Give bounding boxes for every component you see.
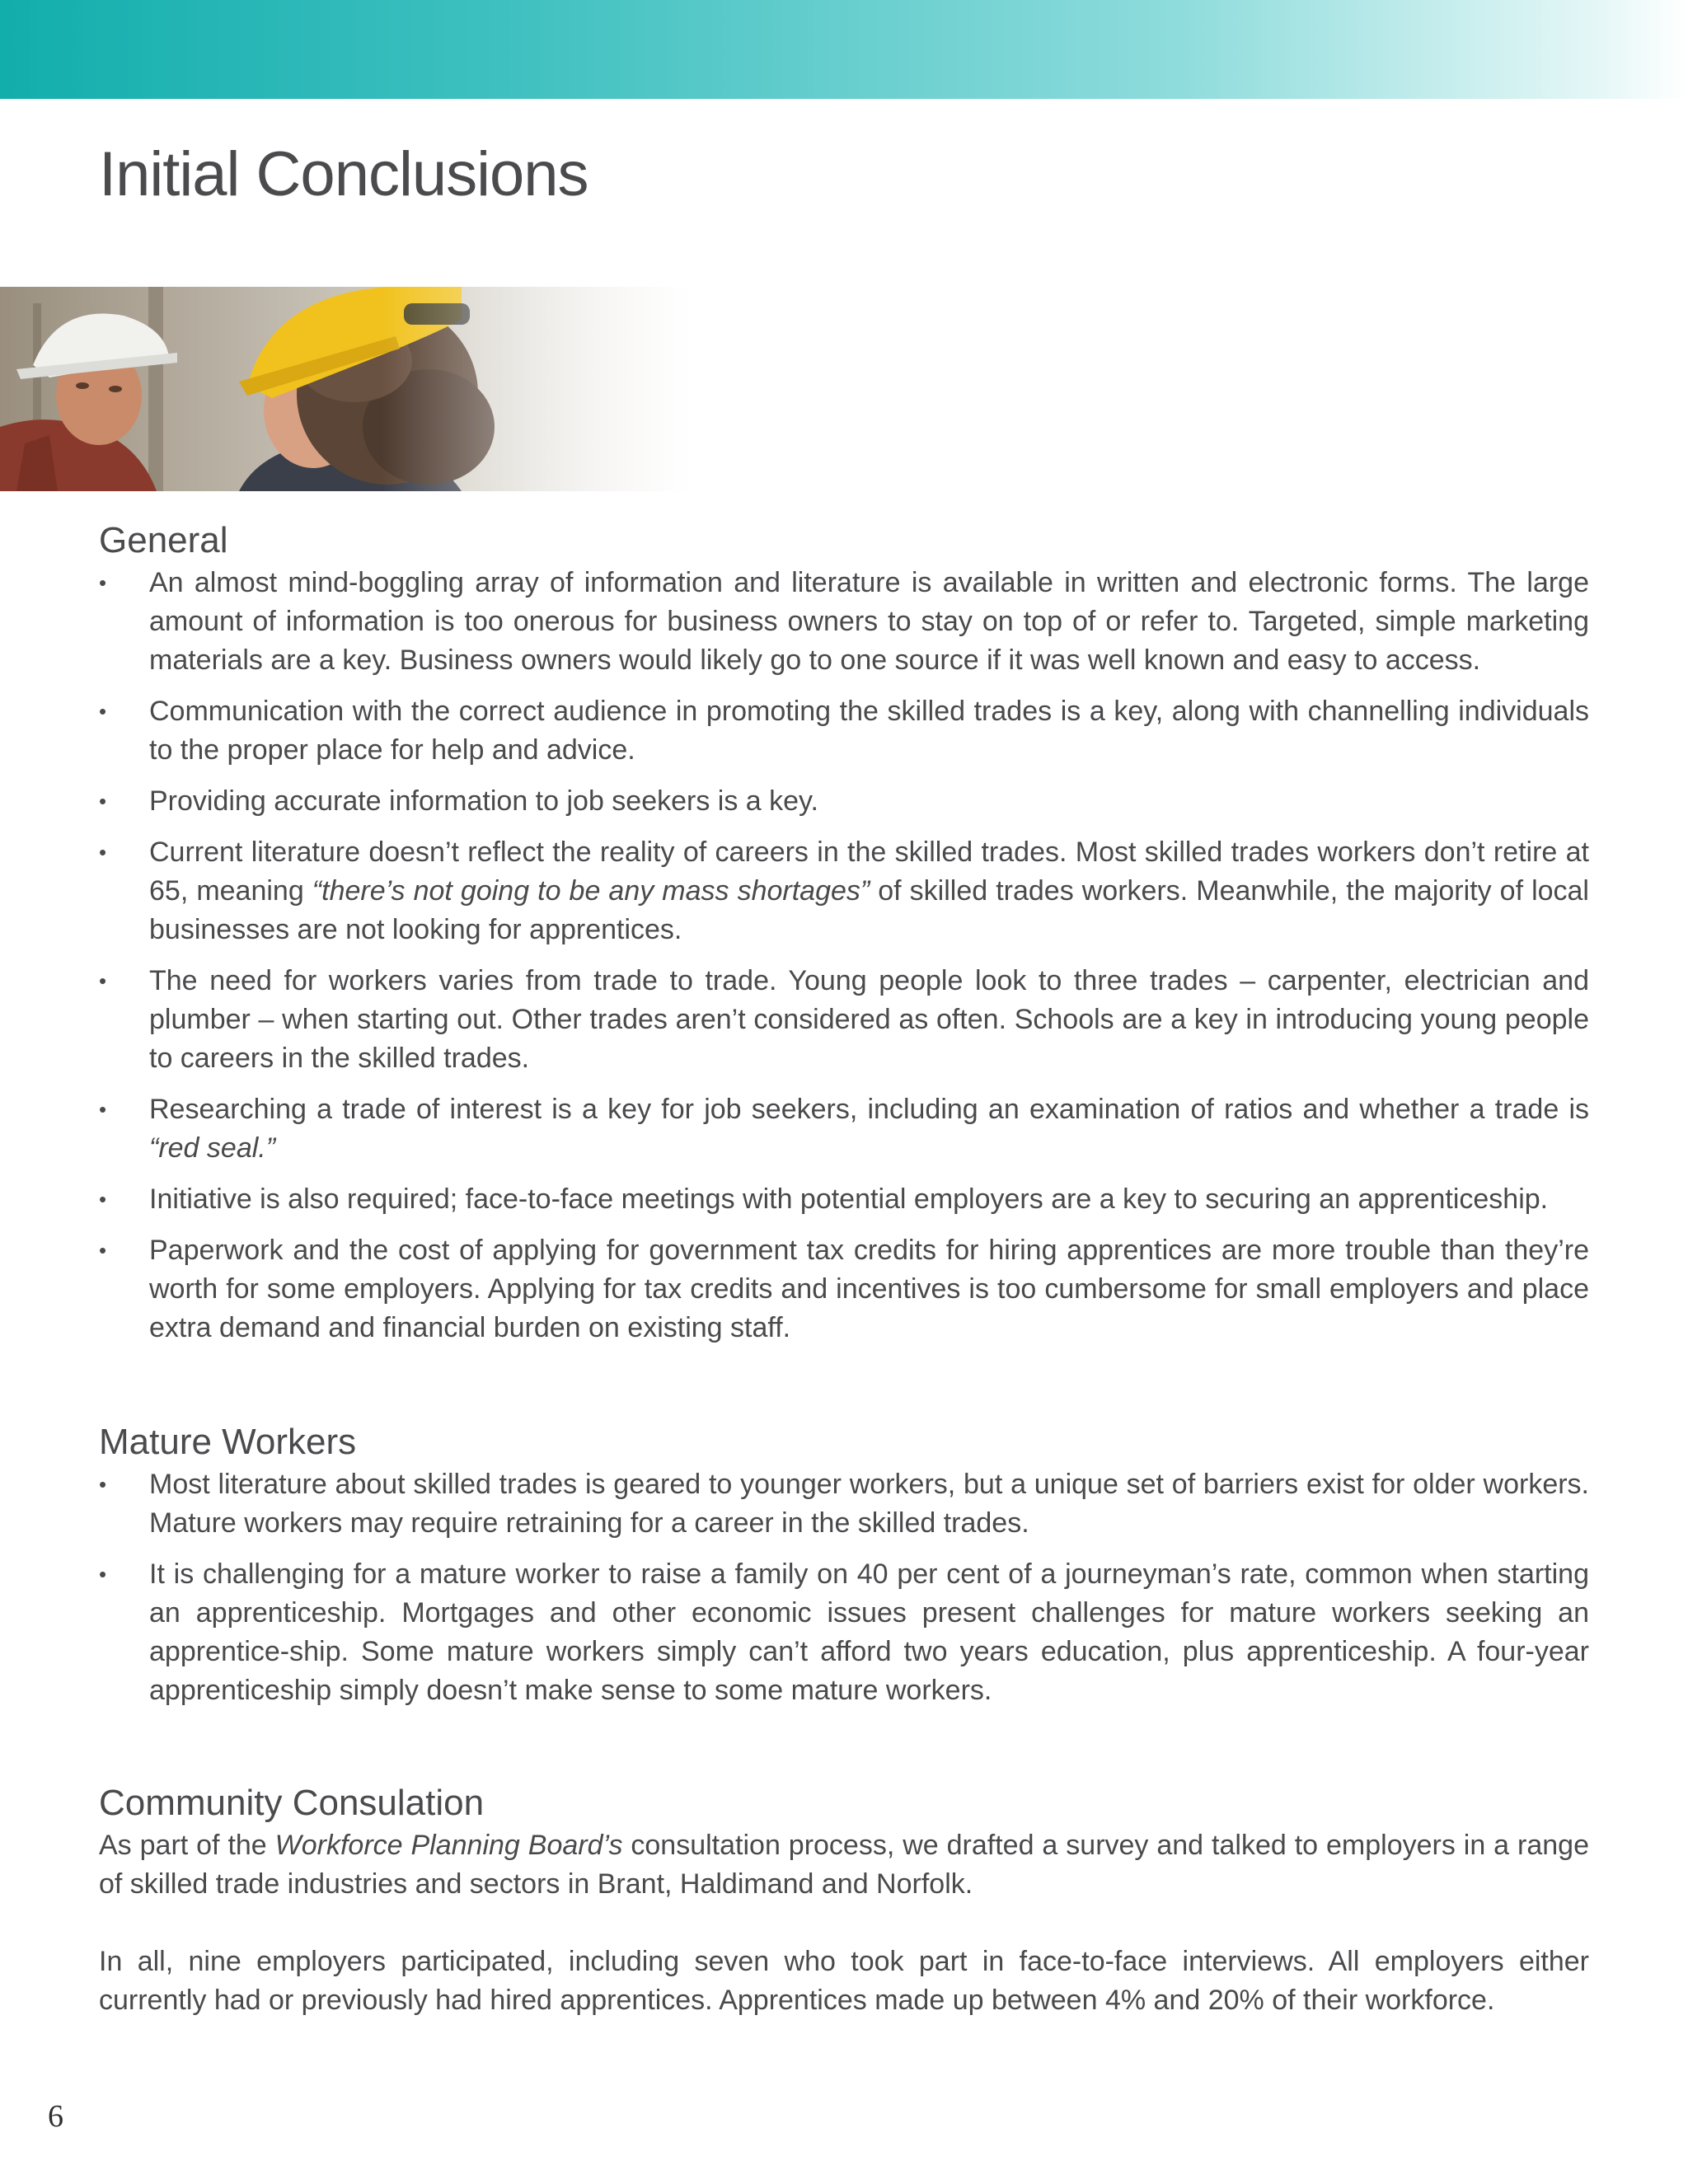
item-text: Researching a trade of interest is a key for job seekers, including an examination of ratios and whether a trade is <box>149 1094 1589 1125</box>
mature-bullet-list <box>99 1465 1589 1710</box>
tradespeople-photo <box>0 287 694 491</box>
para-text: consultation process, we drafted a survey and talked to employers in a range of skilled trade industries and sectors in Brant, Haldimand and Norfolk. <box>99 1830 1589 1900</box>
page-number: 6 <box>48 2099 63 2134</box>
quote-text: “red seal.” <box>149 1132 276 1164</box>
community-paragraph-2: In all, nine employers participated, including seven who took part in face-to-face interviews. All employers either currently had or previously had hired apprentices. Apprentices made up between 4% and 20% of their workforce. <box>99 1946 1589 2016</box>
section-heading-general: General <box>99 520 228 560</box>
quote-text: “there’s not going to be any mass shortages” <box>312 875 870 907</box>
list-item <box>99 833 1589 949</box>
page-title: Initial Conclusions <box>99 139 588 209</box>
list-item: • Initiative is also required; face-to-face meetings with potential employers are a key to securing an apprenticeship. <box>99 1180 1589 1219</box>
header-band <box>0 0 1688 99</box>
list-item <box>99 1090 1589 1168</box>
org-name: Workforce Planning Board’s <box>274 1830 623 1861</box>
list-item: • Communication with the correct audience in promoting the skilled trades is a key, along with channelling individuals to the proper place for help and advice. <box>99 692 1589 770</box>
main-content <box>99 518 1589 2020</box>
section-heading-mature-workers: Mature Workers <box>99 1422 357 1462</box>
item-text: Current literature doesn’t reflect the reality of careers in the skilled trades. Most skilled trades workers don’t retire at 65, meaning <box>149 837 1589 907</box>
list-item: • Most literature about skilled trades is geared to younger workers, but a unique set of barriers exist for older workers. Mature workers may require retraining for a career in the skilled trades. <box>99 1465 1589 1543</box>
list-item: • An almost mind-boggling array of information and literature is available in written and electronic forms. The large amount of information is too onerous for business owners to stay on top of or refer to. Targeted, simple marketing materials are a key. Business owners would likely go to one source if it was well known and easy to access. <box>99 564 1589 680</box>
item-text: of skilled trades workers. Meanwhile, the majority of local businesses are not looking for apprentices. <box>149 875 1589 945</box>
list-item: • Paperwork and the cost of applying for government tax credits for hiring apprentices are more trouble than they’re worth for some employers. Applying for tax credits and incentives is too cumbersome for small employers and place extra demand and financial burden on existing staff. <box>99 1231 1589 1347</box>
list-item: • Providing accurate information to job seekers is a key. <box>99 782 1589 821</box>
para-text: As part of the <box>99 1830 275 1861</box>
list-item: • It is challenging for a mature worker to raise a family on 40 per cent of a journeyman’s rate, common when starting an apprenticeship. Mortgages and other economic issues present challenges for mature workers seeking an apprentice-ship. Some mature workers simply can’t afford two years education, plus apprenticeship. A four-year apprenticeship simply doesn’t make sense to some mature workers. <box>99 1555 1589 1710</box>
community-paragraph-1 <box>99 1826 1589 1904</box>
list-item: • The need for workers varies from trade to trade. Young people look to three trades – carpenter, electrician and plumber – when starting out. Other trades aren’t considered as often. Schools are a key in introducing young people to careers in the skilled trades. <box>99 962 1589 1078</box>
general-bullet-list <box>99 564 1589 1347</box>
section-heading-community-consultation: Community Consulation <box>99 1783 485 1823</box>
